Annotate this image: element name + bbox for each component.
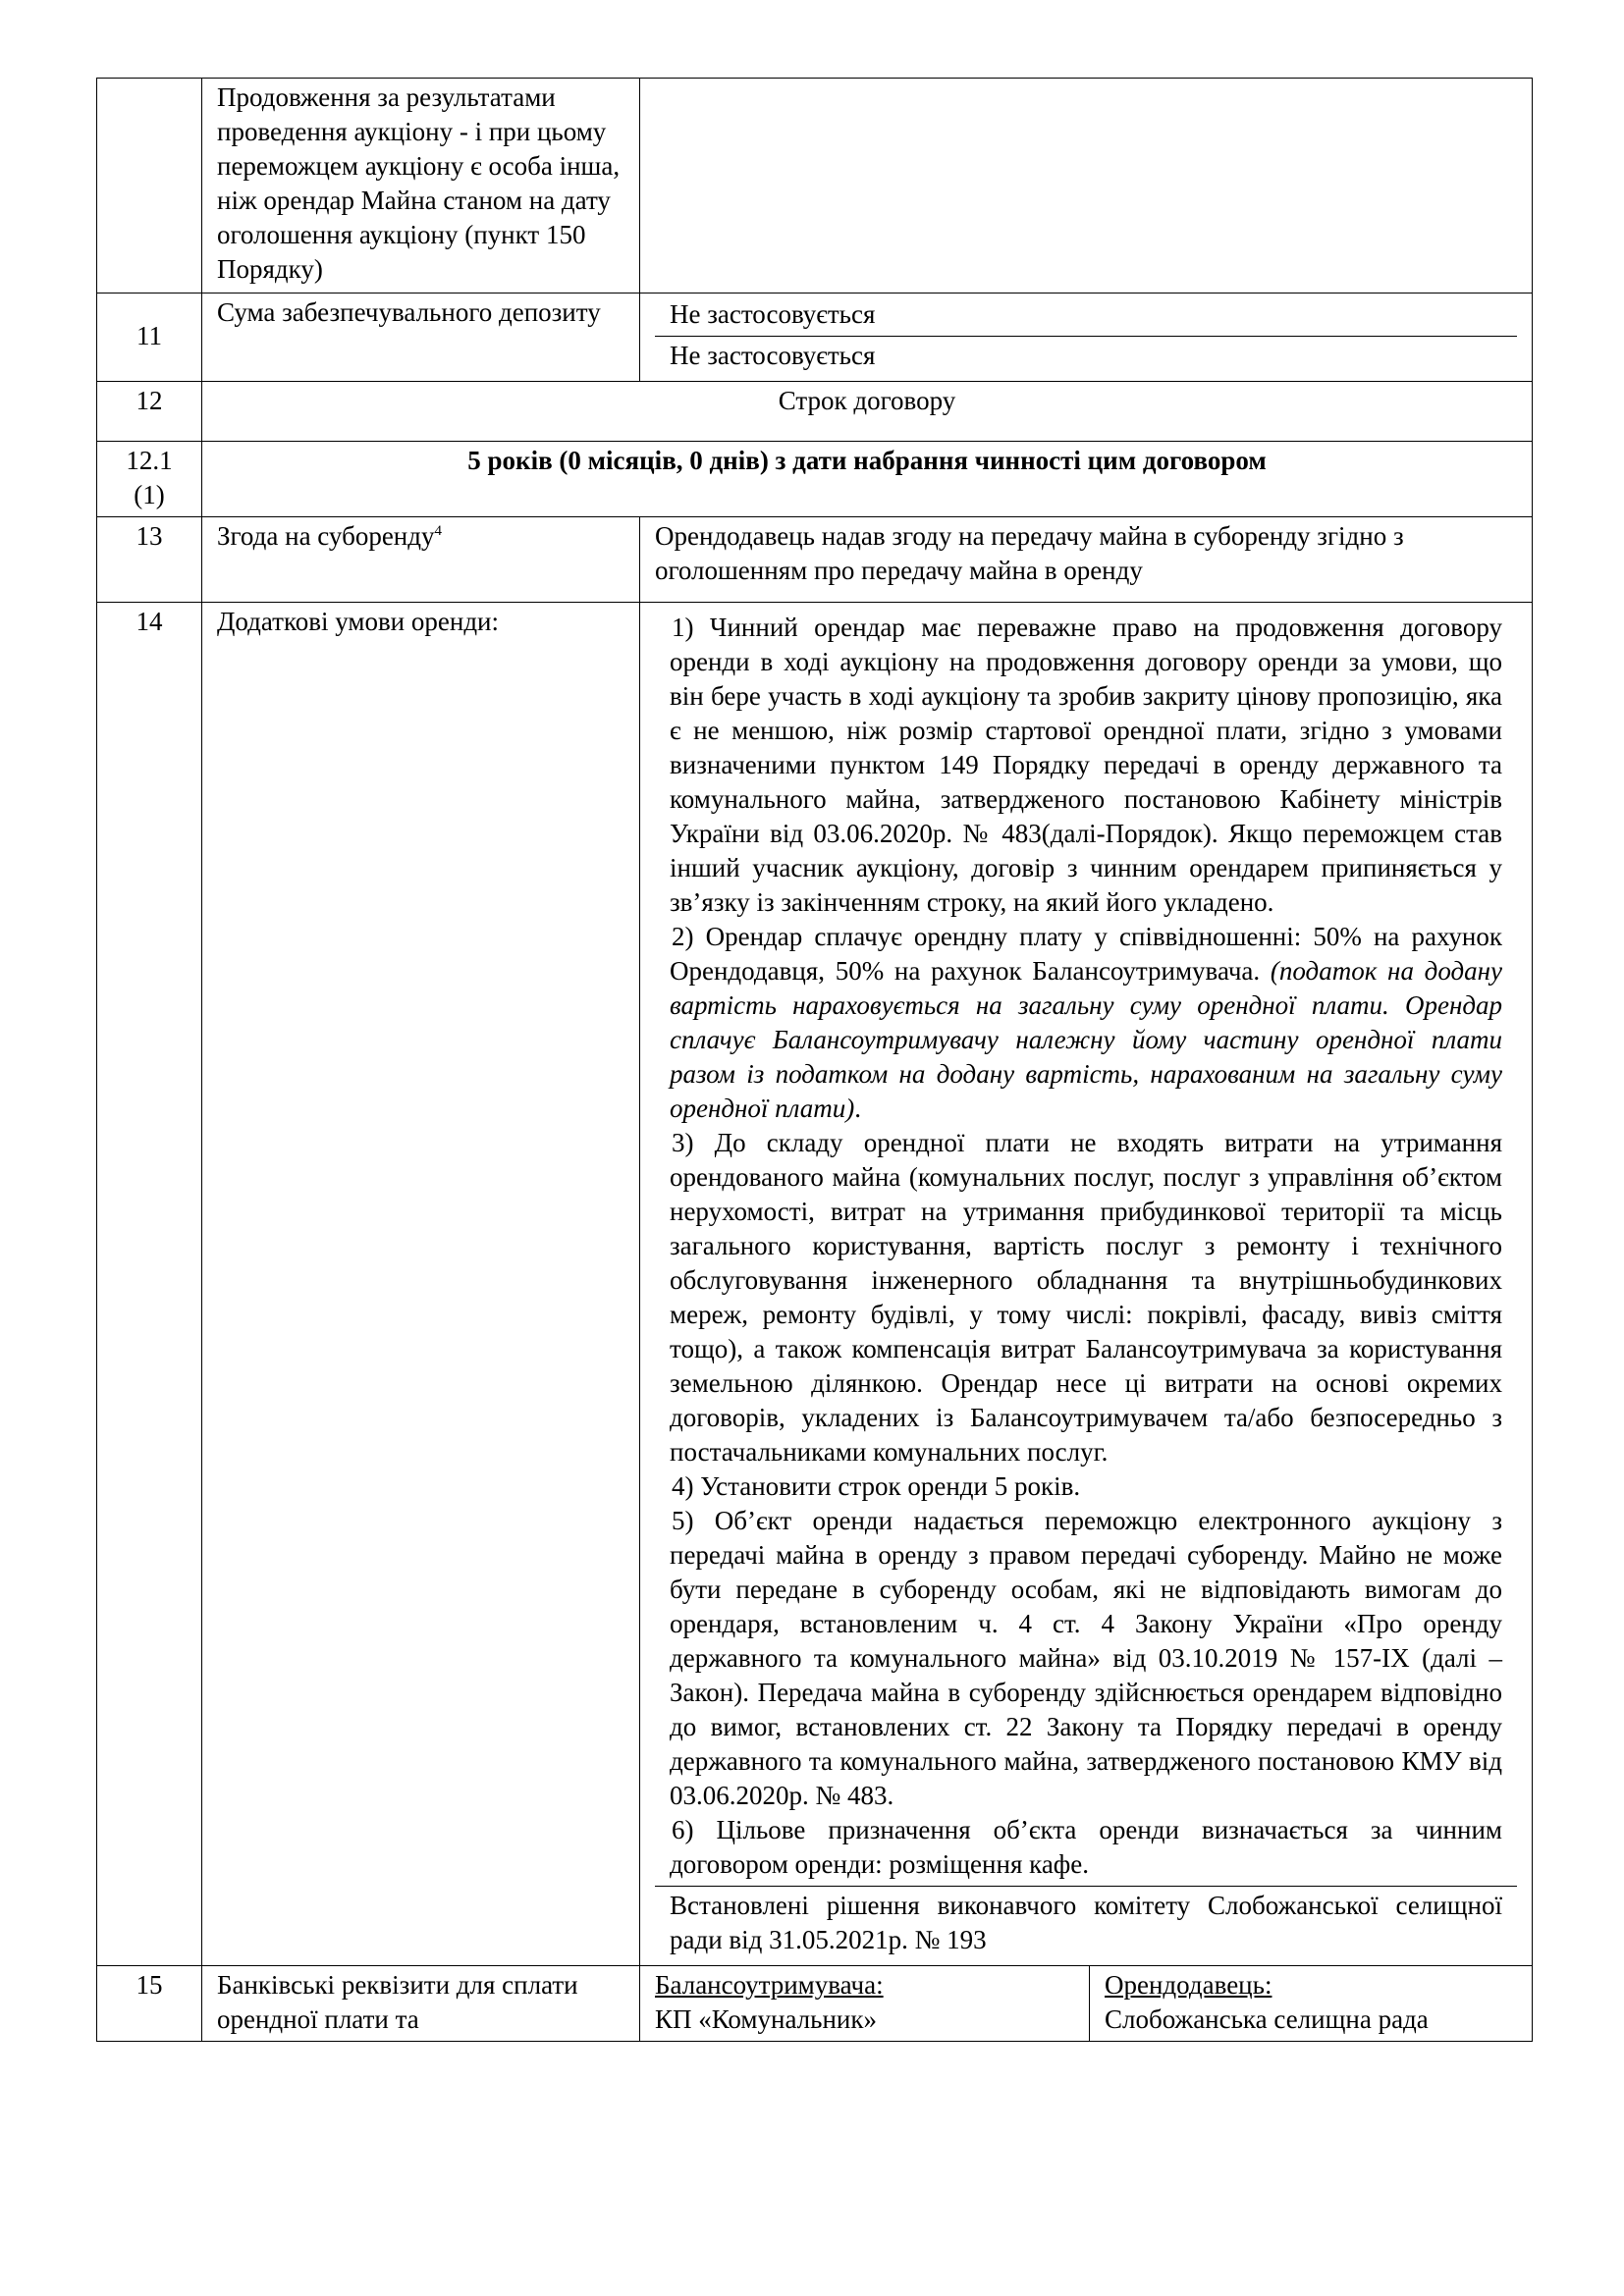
row-number: 15 <box>135 1970 163 2000</box>
row-label-cell <box>202 79 640 294</box>
row-number-cell <box>97 1966 202 2042</box>
table-row <box>97 442 1533 517</box>
table-row <box>97 1966 1533 2042</box>
row-number-cell <box>97 294 202 382</box>
row-number-cell <box>97 382 202 442</box>
row-number: 11 <box>136 321 162 350</box>
table-row <box>97 382 1533 442</box>
row-number-cell <box>97 517 202 603</box>
balance-holder-heading: Балансоутримувача: <box>655 1970 884 2000</box>
lessor-name: Слобожанська селищна рада <box>1105 2004 1429 2034</box>
additional-terms <box>655 605 1517 1961</box>
row-value-cell <box>640 294 1533 382</box>
additional-terms-label: Додаткові умови оренди: <box>217 607 500 636</box>
row-value-cell <box>640 79 1533 294</box>
row-number: 12 <box>135 386 163 415</box>
auction-extension-label: Продовження за результатами проведення аукціону - і при цьому переможцем аукціону є особа інша, ніж орендар Майна станом на дату оголошення аукціону (пункт 150 Порядку) <box>217 82 621 284</box>
row-number: 14 <box>135 607 163 636</box>
bank-details-label: Банківські реквізити для сплати орендної плати та <box>217 1970 578 2034</box>
deposit-value: Не застосовується <box>655 337 1517 378</box>
row-number: 12.1 <box>126 446 173 475</box>
section-heading-cell <box>202 382 1533 442</box>
lessor-cell <box>1090 1966 1533 2042</box>
term-paragraph: 4) Установити строк оренди 5 років. <box>672 1471 1081 1501</box>
established-by: Встановлені рішення виконавчого комітету Слобожанської селищної ради від 31.05.2021р. № 193 <box>655 1887 1517 1962</box>
row-number-cell <box>97 79 202 294</box>
deposit-label: Сума забезпечувального депозиту <box>217 297 601 327</box>
deposit-values <box>655 295 1517 377</box>
table-row <box>97 294 1533 382</box>
table-row <box>97 603 1533 1966</box>
balance-holder-name: КП «Комунальник» <box>655 2004 877 2034</box>
term-text: . <box>854 1094 862 1123</box>
term-text-italic: (податок на додану вартість нараховується на загальну суму орендної плати. Орендар сплачує Балансоутримувачу належну йому частину орендної плати разом із податком на додану вартість, нарахованим на загальну суму орендної плати) <box>670 956 1503 1123</box>
row-label-cell <box>202 1966 640 2042</box>
sublease-label: Згода на суборенду <box>217 521 435 551</box>
term-paragraph <box>670 920 1502 1126</box>
lessor-heading: Орендодавець: <box>1105 1970 1272 2000</box>
row-label-cell <box>202 294 640 382</box>
term-text: 2) Орендар сплачує орендну плату у співвідношенні: 50% на рахунок Орендодавця, 50% на рахунок Балансоутримувача. <box>670 922 1502 986</box>
term-paragraph: 6) Цільове призначення об’єкта оренди визначається за чинним договором оренди: розміщення кафе. <box>670 1815 1502 1879</box>
deposit-value: Не застосовується <box>670 299 876 329</box>
contract-term-value: 5 років (0 місяців, 0 днів) з дати набрання чинності цим договором <box>467 446 1267 475</box>
balance-holder-cell <box>640 1966 1090 2042</box>
contract-term-cell <box>202 442 1533 517</box>
contract-term-heading: Строк договору <box>778 386 956 415</box>
term-paragraph: 1) Чинний орендар має переважне право на продовження договору оренди в ході аукціону на продовження договору оренди за умови, що він бере участь в ході аукціону та зробив закриту цінову пропозицію, яка є не меншою, ніж розмір стартової орендної плати, згідно з умовами визначеними пунктом 149 Порядку передачі в оренду державного та комунального майна, затвердженого постановою Кабінету міністрів України від 03.06.2020р. № 483(далі-Порядок). Якщо переможцем став інший учасник аукціону, договір з чинним орендарем припиняється у зв’язку із закінченням строку, на який його укладено. <box>670 613 1502 917</box>
row-number-sub: (1) <box>134 480 165 509</box>
row-value-cell <box>640 517 1533 603</box>
term-paragraph: 3) До складу орендної плати не входять витрати на утримання орендованого майна (комунальних послуг, послуг з управління об’єктом нерухомості, витрат на утримання прибудинкової території та місць загального користування, вартість послуг з ремонту і технічного обслуговування інженерного обладнання та внутрішньобудинкових мереж, ремонту будівлі, у тому числі: покрівлі, фасаду, вивіз сміття тощо), а також компенсація витрат Балансоутримувача за користування земельною ділянкою. Орендар несе ці витрати на основі окремих договорів, укладених із Балансоутримувачем та/або безпосередньо з постачальниками комунальних послуг. <box>670 1128 1502 1467</box>
additional-terms-cell <box>640 603 1533 1966</box>
lease-terms-table <box>96 78 1533 2042</box>
row-number: 13 <box>135 521 163 551</box>
table-row <box>97 517 1533 603</box>
sublease-value: Орендодавець надав згоду на передачу майна в суборенду згідно з оголошенням про передачу майна в оренду <box>655 521 1404 585</box>
row-label-cell <box>202 603 640 1966</box>
term-paragraph: 5) Об’єкт оренди надається переможцю електронного аукціону з передачі майна в оренду з правом передачі суборенду. Майно не може бути передане в суборенду особам, які не відповідають вимогам до орендаря, встановленим ч. 4 ст. 4 Закону України «Про оренду державного та комунального майна» від 03.10.2019 № 157-IX (далі – Закон). Передача майна в суборенду здійснюється орендарем відповідно до вимог, встановлених ст. 22 Закону та Порядку передачі в оренду державного та комунального майна, затвердженого постановою КМУ від 03.06.2020р. № 483. <box>670 1506 1502 1810</box>
row-number-cell <box>97 442 202 517</box>
footnote-marker: 4 <box>434 523 442 539</box>
row-number-cell <box>97 603 202 1966</box>
row-label-cell <box>202 517 640 603</box>
table-row <box>97 79 1533 294</box>
